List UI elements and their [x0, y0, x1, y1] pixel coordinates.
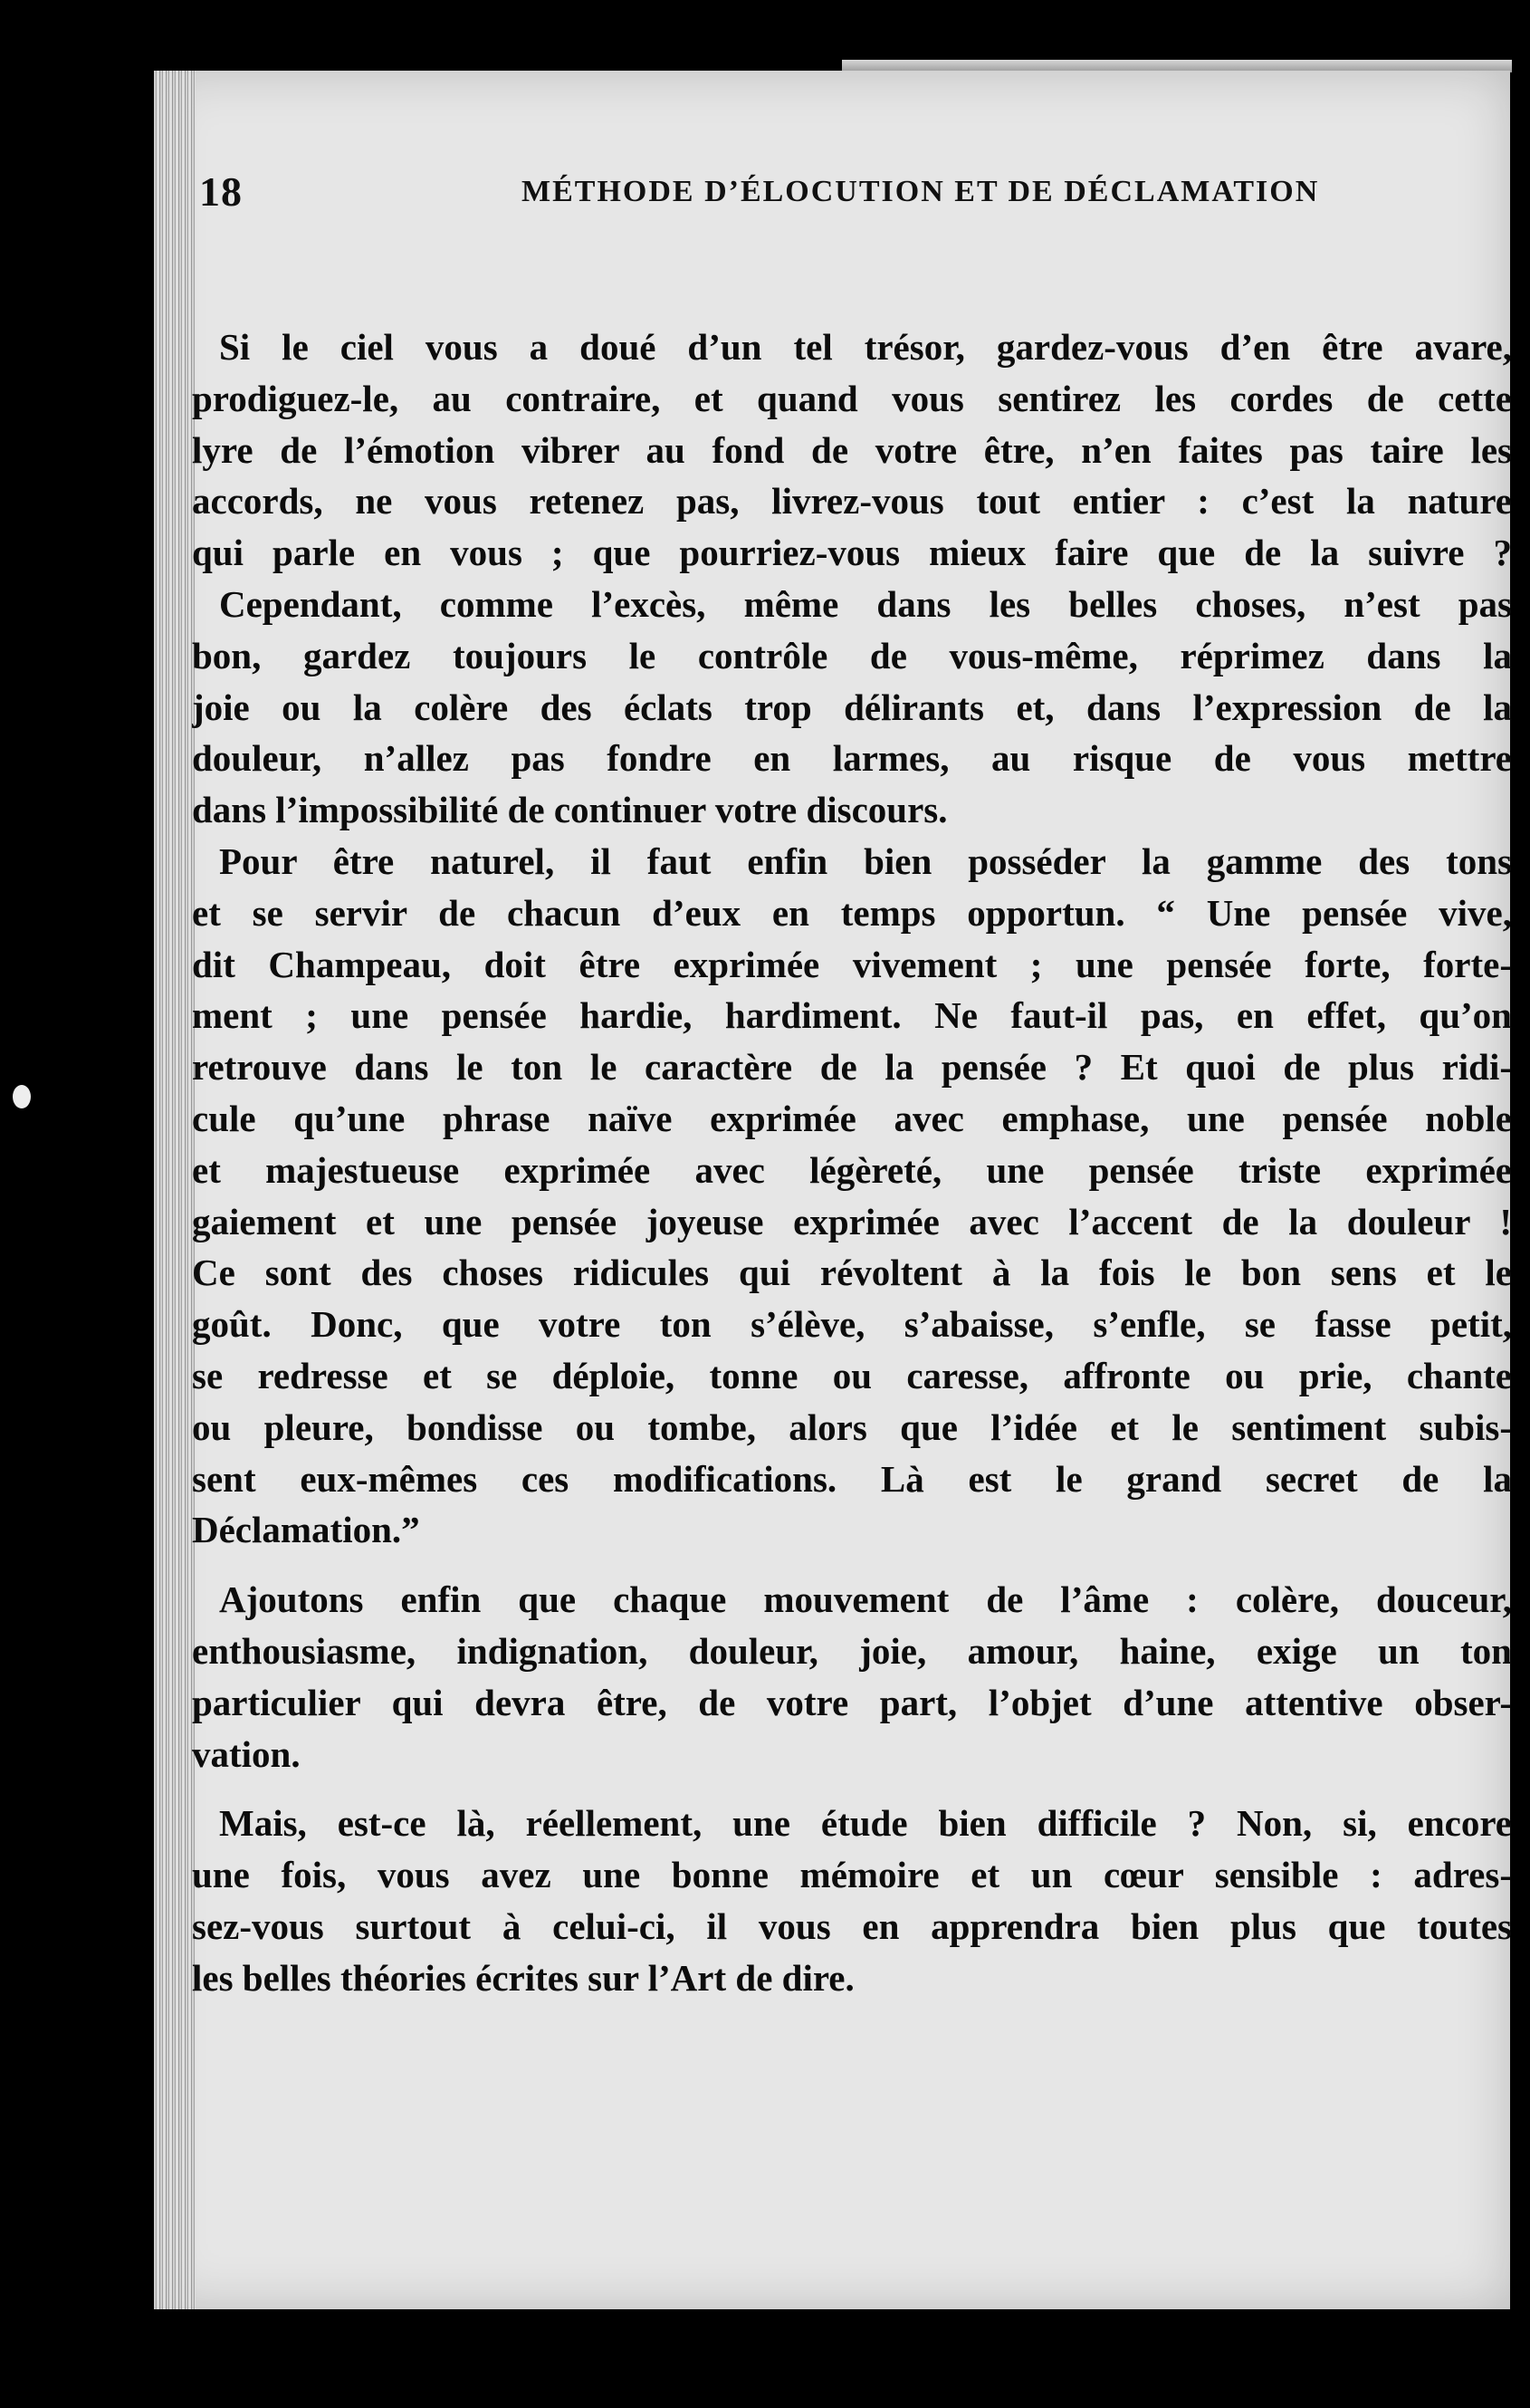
text-line: Mais, est-ce là, réellement, une étude bien difficile ? Non, si, encore: [219, 1802, 1512, 1845]
text-line: dans l’impossibilité de continuer votre discours.: [192, 789, 948, 831]
text-line: Pour être naturel, il faut enfin bien posséder la gamme des tons: [219, 839, 1512, 882]
text-line: cule qu’une phrase naïve exprimée avec emphase, une pensée noble: [192, 1097, 1512, 1139]
running-title: MÉTHODE D’ÉLOCUTION ET DE DÉCLAMATION: [521, 175, 1320, 208]
text-line: particulier qui devra être, de votre part, l’objet d’une attentive obser-: [192, 1681, 1512, 1723]
text-line: prodiguez-le, au contraire, et quand vous sentirez les cordes de cette: [192, 377, 1512, 419]
text-line: enthousiasme, indignation, douleur, joie, amour, haine, exige un ton: [192, 1629, 1512, 1672]
text-line: une fois, vous avez une bonne mémoire et un cœur sensible : adres-: [192, 1854, 1512, 1896]
text-line: les belles théories écrites sur l’Art de dire.: [192, 1956, 855, 1999]
text-line: sent eux-mêmes ces modifications. Là est le grand secret de la: [192, 1457, 1512, 1500]
text-line: Ajoutons enfin que chaque mouvement de l’âme : colère, douceur,: [219, 1578, 1512, 1621]
text-line: accords, ne vous retenez pas, livrez-vous tout entier : c’est la nature: [192, 480, 1512, 523]
text-line: sez-vous surtout à celui-ci, il vous en apprendra bien plus que toutes: [192, 1904, 1512, 1947]
text-line: bon, gardez toujours le contrôle de vous-même, réprimez dans la: [192, 634, 1512, 676]
text-line: goût. Donc, que votre ton s’élève, s’abaisse, s’enfle, se fasse petit,: [192, 1303, 1512, 1346]
page-header: [199, 168, 1467, 231]
text-line: qui parle en vous ; que pourriez-vous mieux faire que de la suivre ?: [192, 532, 1512, 574]
scan-dust: [13, 1085, 31, 1108]
paragraph-1: [192, 321, 1512, 579]
text-line: se redresse et se déploie, tonne ou caresse, affronte ou prie, chante: [192, 1354, 1512, 1396]
text-line: retrouve dans le ton le caractère de la pensée ? Et quoi de plus ridi-: [192, 1046, 1512, 1089]
text-line: Ce sont des choses ridicules qui révoltent à la fois le bon sens et le: [192, 1252, 1512, 1294]
text-line: gaiement et une pensée joyeuse exprimée avec l’accent de la douleur !: [192, 1200, 1512, 1242]
text-line: vation.: [192, 1732, 301, 1775]
paragraph-4: [192, 1574, 1512, 1780]
text-line: dit Champeau, doit être exprimée vivement ; une pensée forte, forte-: [192, 943, 1512, 985]
text-line: douleur, n’allez pas fondre en larmes, au risque de vous mettre: [192, 737, 1512, 780]
paragraph-5: [192, 1798, 1512, 2003]
page-number: 18: [199, 168, 243, 215]
text-line: lyre de l’émotion vibrer au fond de votre être, n’en faites pas taire les: [192, 428, 1512, 471]
text-line: Si le ciel vous a doué d’un tel trésor, gardez-vous d’en être avare,: [219, 326, 1512, 368]
body-text: [192, 321, 1512, 2004]
text-line: ment ; une pensée hardie, hardiment. Ne faut-il pas, en effet, qu’on: [192, 994, 1512, 1037]
page-binding-edge: [154, 71, 196, 2309]
text-line: joie ou la colère des éclats trop délirants et, dans l’expression de la: [192, 686, 1512, 728]
text-line: Déclamation.”: [192, 1509, 420, 1551]
paragraph-2: [192, 579, 1512, 836]
text-line: et majestueuse exprimée avec légèreté, une pensée triste exprimée: [192, 1148, 1512, 1191]
text-line: et se servir de chacun d’eux en temps opportun. “ Une pensée vive,: [192, 891, 1512, 934]
text-line: Cependant, comme l’excès, même dans les belles choses, n’est pas: [219, 582, 1512, 625]
text-line: ou pleure, bondisse ou tombe, alors que l’idée et le sentiment subis-: [192, 1405, 1512, 1448]
paragraph-3: [192, 836, 1512, 1556]
